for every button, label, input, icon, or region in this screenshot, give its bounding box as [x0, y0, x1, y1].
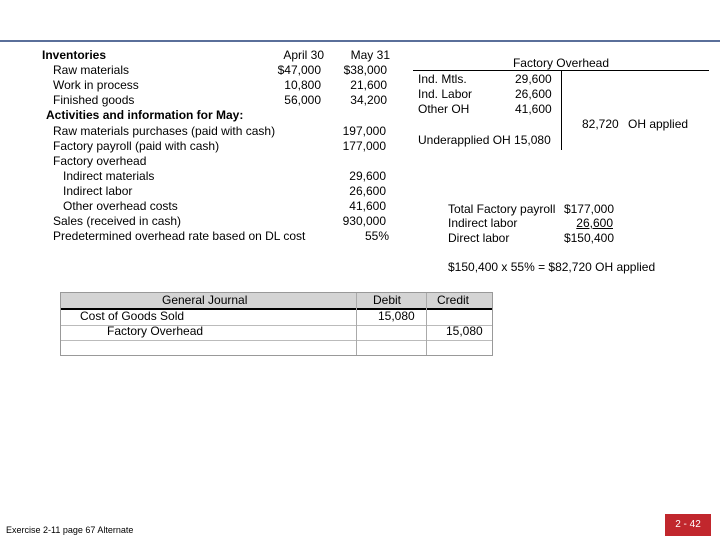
journal-header-row	[61, 293, 492, 310]
activity-value: 29,600	[349, 169, 386, 183]
activity-label: Predetermined overhead rate based on DL cost	[53, 229, 306, 243]
april-header: April 30	[283, 48, 324, 62]
t-debit-value: 26,600	[515, 87, 552, 101]
activity-label: Indirect labor	[63, 184, 133, 198]
inv-row-april: 10,800	[284, 78, 321, 92]
journal-header-account: General Journal	[162, 293, 248, 307]
journal-row-divider	[61, 340, 492, 341]
inv-row-may: 34,200	[350, 93, 387, 107]
t-credit-label: OH applied	[628, 117, 689, 131]
inv-row-april: $47,000	[277, 63, 321, 77]
activity-label: Raw materials purchases (paid with cash)	[53, 124, 276, 138]
t-account-title: Factory Overhead	[413, 56, 709, 71]
activity-label: Other overhead costs	[63, 199, 178, 213]
footer-reference: Exercise 2-11 page 67 Alternate	[6, 525, 134, 535]
activity-label: Factory payroll (paid with cash)	[53, 139, 220, 153]
applied-overhead-calculation: $150,400 x 55% = $82,720 OH applied	[448, 260, 656, 274]
t-debit-label: Other OH	[418, 102, 470, 116]
payroll-label: Direct labor	[448, 231, 510, 245]
t-account-divider	[561, 70, 562, 150]
activity-value: 197,000	[342, 124, 386, 138]
inv-row-label: Work in process	[53, 78, 139, 92]
payroll-label: Indirect labor	[448, 216, 518, 230]
activities-heading: Activities and information for May:	[46, 108, 244, 122]
journal-col-divider	[356, 293, 357, 355]
inv-row-label: Raw materials	[53, 63, 130, 77]
activity-label: Factory overhead	[53, 154, 147, 168]
payroll-value: $177,000	[563, 202, 614, 216]
journal-entry-account: Cost of Goods Sold	[80, 309, 185, 323]
activity-label: Sales (received in cash)	[53, 214, 182, 228]
inv-row-label: Finished goods	[53, 93, 135, 107]
journal-entry-debit: 15,080	[378, 309, 415, 323]
journal-header-debit: Debit	[373, 293, 402, 307]
underapplied-oh: Underapplied OH 15,080	[418, 133, 551, 147]
page-number-badge: 2 - 42	[665, 514, 711, 536]
t-debit-label: Ind. Mtls.	[418, 72, 467, 86]
inv-row-may: $38,000	[343, 63, 387, 77]
activity-value: 55%	[364, 229, 389, 243]
journal-entry-credit: 15,080	[446, 324, 483, 338]
top-rule	[0, 40, 720, 42]
t-debit-label: Ind. Labor	[418, 87, 473, 101]
activity-value: 41,600	[349, 199, 386, 213]
activity-label: Indirect materials	[63, 169, 155, 183]
inventories-heading: Inventories	[42, 48, 107, 62]
activity-value: 26,600	[349, 184, 386, 198]
inv-row-may: 21,600	[350, 78, 387, 92]
journal-entry-account: Factory Overhead	[107, 324, 204, 338]
activity-value: 177,000	[342, 139, 386, 153]
may-header: May 31	[350, 48, 390, 62]
journal-col-divider	[426, 293, 427, 355]
t-debit-value: 29,600	[515, 72, 552, 86]
payroll-label: Total Factory payroll	[448, 202, 556, 216]
t-debit-value: 41,600	[515, 102, 552, 116]
payroll-value: $150,400	[563, 231, 614, 245]
t-credit-value: 82,720	[582, 117, 619, 131]
inv-row-april: 56,000	[284, 93, 321, 107]
payroll-value: 26,600	[576, 216, 613, 230]
activity-value: 930,000	[342, 214, 386, 228]
journal-header-credit: Credit	[437, 293, 470, 307]
